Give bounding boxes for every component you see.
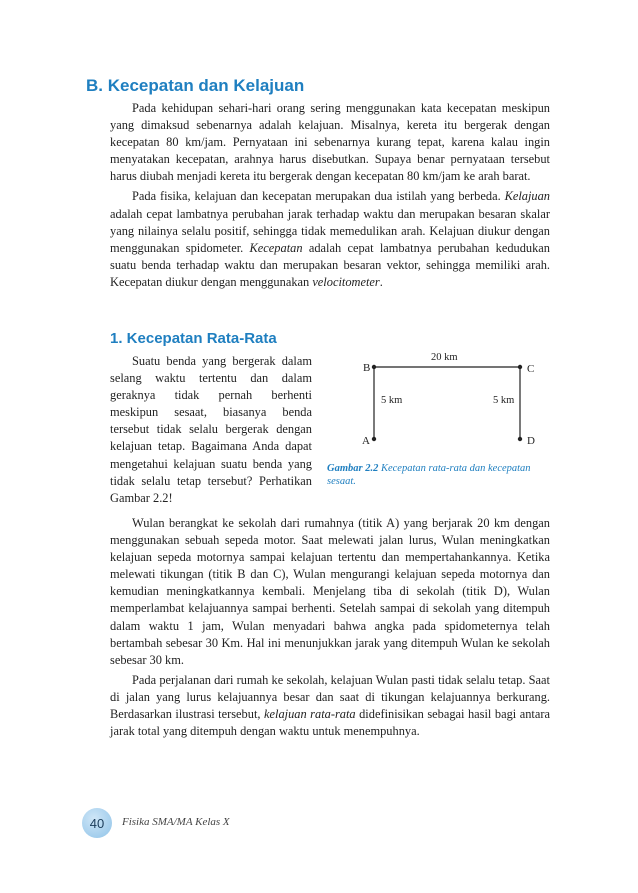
paragraph-3: Wulan berangkat ke sekolah dari rumahnya (titik A) yang berjarak 20 km dengan menggunakan sebuah sepeda motor. Saat melewati jalan lurus, Wulan meningkatkan kelajuan sepeda motornya sampai kelajuan tertentu dan mempertahankannya. Ketika melewati tikungan (titik B dan C), Wulan mengurangi kelajuan sepeda motornya dan kemudian meningkatkannya kembali. Menjelang tiba di sekolah (titik D), Wulan memperlambat kelajuannya sampai berhenti. Setelah sampai di sekolah yang ditempuh dalam waktu 1 jam, Wulan menyadari bahwa angka pada spidometernya telah bertambah sebesar 30 Km. Hal ini menunjukkan jarak yang ditempuh Wulan ke sekolah sebesar 30 km. bbox=[110, 516, 550, 667]
caption-label: Gambar 2.2 bbox=[327, 463, 379, 474]
term-velocitometer: velocitometer bbox=[312, 274, 380, 289]
paragraph-1: Pada kehidupan sehari-hari orang sering menggunakan kata kecepatan meskipun yang dimaksud sebenarnya adalah kelajuan. Misalnya, kereta itu bergerak dengan kecepatan 80 km/jam. Pernyataan ini sebenarnya kurang tepat, karena kalau ingin menyatakan kecepatan, arahnya harus disebutkan. Supaya benar pernyataan tersebut harus diubah menjadi kereta itu bergerak dengan kecepatan 80 km/jam ke arah barat. bbox=[110, 101, 550, 184]
paragraph-2-part-b: adalah cepat lambatnya perubahan jarak terhadap waktu dan merupakan besaran skalar yang nilainya selalu positif, sehingga tidak memedulikan arah. Kelajuan diukur dengan menggunakan spidometer. bbox=[110, 206, 550, 255]
term-kelajuan-rata-rata: kelajuan rata-rata bbox=[264, 707, 356, 722]
intro-text bbox=[110, 100, 550, 291]
point-c bbox=[518, 365, 522, 369]
term-kelajuan: Kelajuan bbox=[504, 189, 550, 204]
distance-top: 20 km bbox=[431, 352, 458, 363]
label-a: A bbox=[362, 435, 370, 447]
label-c: C bbox=[527, 363, 535, 375]
paragraph-4-part-a: Pada perjalanan dari rumah ke sekolah, kelajuan Wulan pasti tidak selalu tetap. Saat di jalan yang lurus kelajuannya besar dan saat di tikungan kelajuannya berkurang. Berdasarkan ilustrasi tersebut, bbox=[110, 672, 550, 722]
book-title: Fisika SMA/MA Kelas X bbox=[122, 816, 230, 828]
paragraph-2-part-d: . bbox=[379, 274, 383, 289]
page-number-badge bbox=[82, 808, 112, 838]
point-a bbox=[372, 437, 376, 441]
point-d bbox=[518, 437, 522, 441]
point-b bbox=[372, 365, 376, 369]
side-paragraph: Suatu benda yang bergerak dalam selang waktu tertentu dan dalam geraknya tidak pernah berhenti meskipun sesaat, biasanya benda tersebut tidak selalu bergerak dengan kelajuan tetap. Bagaimana Anda dapat mengetahui kelajuan suatu benda yang tidak selalu tetap tersebut? Perhatikan Gambar 2.2! bbox=[110, 354, 312, 505]
paragraph-2-part-c: adalah cepat lambatnya perubahan kedudukan suatu benda terhadap waktu dan merupakan besaran vektor, sehingga memiliki arah. Kecepatan diukur dengan menggunakan bbox=[110, 240, 550, 289]
label-d: D bbox=[527, 435, 535, 447]
paragraph-2 bbox=[110, 188, 550, 291]
page-number: 40 bbox=[89, 815, 105, 831]
path-diagram bbox=[322, 346, 552, 456]
figure-caption bbox=[327, 462, 552, 488]
main-text bbox=[110, 515, 550, 740]
distance-right: 5 km bbox=[493, 395, 515, 406]
paragraph-4 bbox=[110, 672, 550, 740]
paragraph-2-part-a: Pada fisika, kelajuan dan kecepatan merupakan dua istilah yang berbeda. bbox=[132, 189, 505, 204]
label-b: B bbox=[363, 362, 371, 374]
distance-left: 5 km bbox=[381, 395, 403, 406]
section-title: B. Kecepatan dan Kelajuan bbox=[86, 76, 305, 95]
term-kecepatan: Kecepatan bbox=[249, 240, 303, 255]
subsection-title: 1. Kecepatan Rata-Rata bbox=[110, 330, 277, 347]
caption-text: Kecepatan rata-rata dan kecepatan sesaat. bbox=[327, 463, 531, 487]
paragraph-4-part-b: didefinisikan sebagai hasil bagi antara jarak total yang ditempuh dengan waktu untuk menempuhnya. bbox=[110, 707, 550, 739]
